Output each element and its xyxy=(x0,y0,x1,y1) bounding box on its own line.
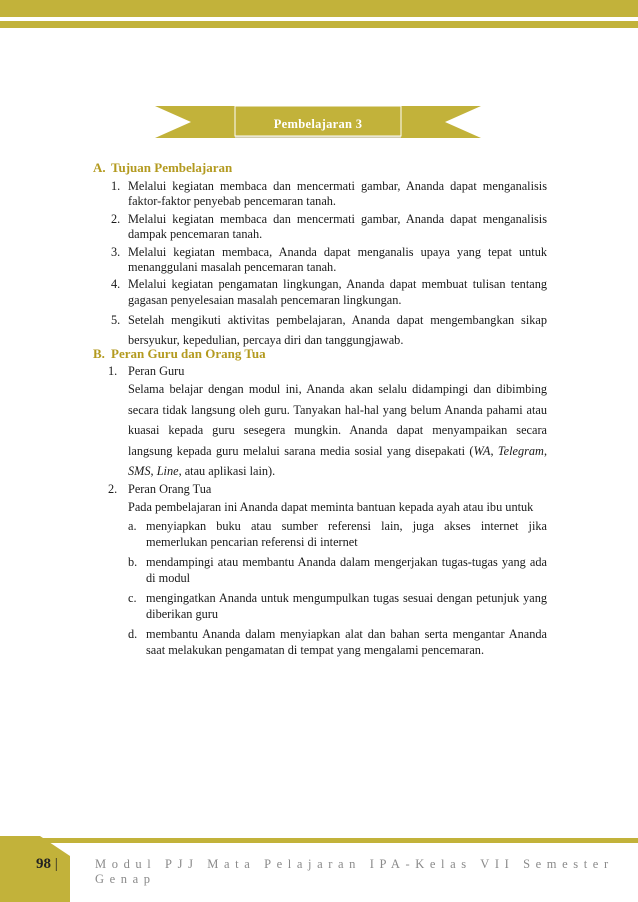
separator: , xyxy=(543,443,548,458)
separator: , xyxy=(150,464,157,479)
objective-number: 2. xyxy=(111,211,121,226)
section-a-title: Tujuan Pembelajaran xyxy=(111,160,233,175)
objective-item xyxy=(107,245,547,276)
objective-number: 3. xyxy=(111,244,121,259)
objective-number: 5. xyxy=(111,313,121,328)
objective-item xyxy=(107,277,547,308)
parent-task-letter: d. xyxy=(128,626,138,641)
objective-item xyxy=(107,310,547,350)
section-b-letter: B. xyxy=(93,346,105,361)
app-line: Line xyxy=(156,464,179,479)
objective-item xyxy=(107,179,547,210)
app-wa: WA xyxy=(473,443,491,458)
parent-task-item xyxy=(113,590,547,622)
section-b-heading xyxy=(93,346,266,362)
parent-task-letter: c. xyxy=(128,590,137,605)
page-separator: | xyxy=(54,856,58,872)
parent-task-text: membantu Ananda dalam menyiapkan alat dan bahan serta mengantar Ananda saat melakukan pengamatan di tempat yang mengalami pencemaran. xyxy=(146,626,547,657)
separator: , xyxy=(490,443,498,458)
app-sms: SMS xyxy=(128,464,151,479)
app-telegram: Telegram xyxy=(497,443,544,458)
objective-item xyxy=(107,212,547,243)
parent-role-intro: Pada pembelajaran ini Ananda dapat meminta bantuan kepada ayah atau ibu untuk xyxy=(128,500,534,515)
parent-task-letter: a. xyxy=(128,518,137,533)
parent-task-text: mengingatkan Ananda untuk mengumpulkan tugas sesuai dengan petunjuk yang diberikan guru xyxy=(146,590,547,621)
objective-text: Melalui kegiatan membaca, Ananda dapat menganalis upaya yang tepat untuk menanggulani masalah pencemaran tanah. xyxy=(128,244,547,275)
section-a-heading xyxy=(93,160,232,176)
parent-role-title: Peran Orang Tua xyxy=(128,482,212,496)
teacher-role-title: Peran Guru xyxy=(128,364,185,378)
parent-tasks-list xyxy=(113,518,547,658)
teacher-role-block xyxy=(108,364,548,482)
teacher-role-paragraph xyxy=(113,379,547,482)
page-number: 98 xyxy=(36,856,51,872)
objective-text: Melalui kegiatan membaca dan mencermati gambar, Ananda dapat menganalisis faktor-faktor penyebab pencemaran tanah. xyxy=(128,179,547,209)
teacher-role-text: Selama belajar dengan modul ini, Ananda akan selalu didampingi dan dibimbing secara tidak langsung oleh guru. Tanyakan hal-hal yang belum Ananda pahami atau kuasai kepada guru sesegera mungkin. Ananda dapat menyampaikan secara langsung kepada guru melalui sarana media sosial yang disepakati ( xyxy=(128,382,547,458)
learning-objectives-list xyxy=(107,179,547,350)
parent-role-block xyxy=(108,482,547,662)
footer-running-title: Modul PJJ Mata Pelajaran IPA-Kelas VII Semester Genap xyxy=(95,857,614,886)
parent-task-letter: b. xyxy=(128,554,138,569)
objective-text: Melalui kegiatan membaca dan mencermati gambar, Ananda dapat menganalisis dampak pencemaran tanah. xyxy=(128,211,547,242)
parent-role-number: 2. xyxy=(108,482,118,496)
teacher-role-number: 1. xyxy=(108,364,118,378)
objective-number: 4. xyxy=(111,277,121,292)
parent-task-item xyxy=(113,554,547,586)
objective-number: 1. xyxy=(111,179,121,193)
header-decoration xyxy=(0,0,638,32)
teacher-role-text-end: , atau aplikasi lain). xyxy=(178,464,276,479)
section-a-letter: A. xyxy=(93,160,106,175)
parent-task-text: mendampingi atau membantu Ananda dalam mengerjakan tugas-tugas yang ada di modul xyxy=(146,554,547,585)
objective-text: Melalui kegiatan pengamatan lingkungan, Ananda dapat membuat tulisan tentang gagasan penyelesaian masalah pencemaran lingkungan. xyxy=(128,277,547,307)
objective-text: Setelah mengikuti aktivitas pembelajaran, Ananda dapat mengembangkan sikap bersyukur, kepedulian, percaya diri dan tanggungjawab. xyxy=(128,313,547,348)
banner-title: Pembelajaran 3 xyxy=(273,116,363,131)
parent-task-item xyxy=(113,518,547,550)
section-b-title: Peran Guru dan Orang Tua xyxy=(111,346,266,361)
page-number-block xyxy=(36,856,58,873)
parent-task-item xyxy=(113,626,547,658)
parent-task-text: menyiapkan buku atau sumber referensi lain, juga akses internet jika memerlukan pencarian referensi di internet xyxy=(146,518,547,549)
